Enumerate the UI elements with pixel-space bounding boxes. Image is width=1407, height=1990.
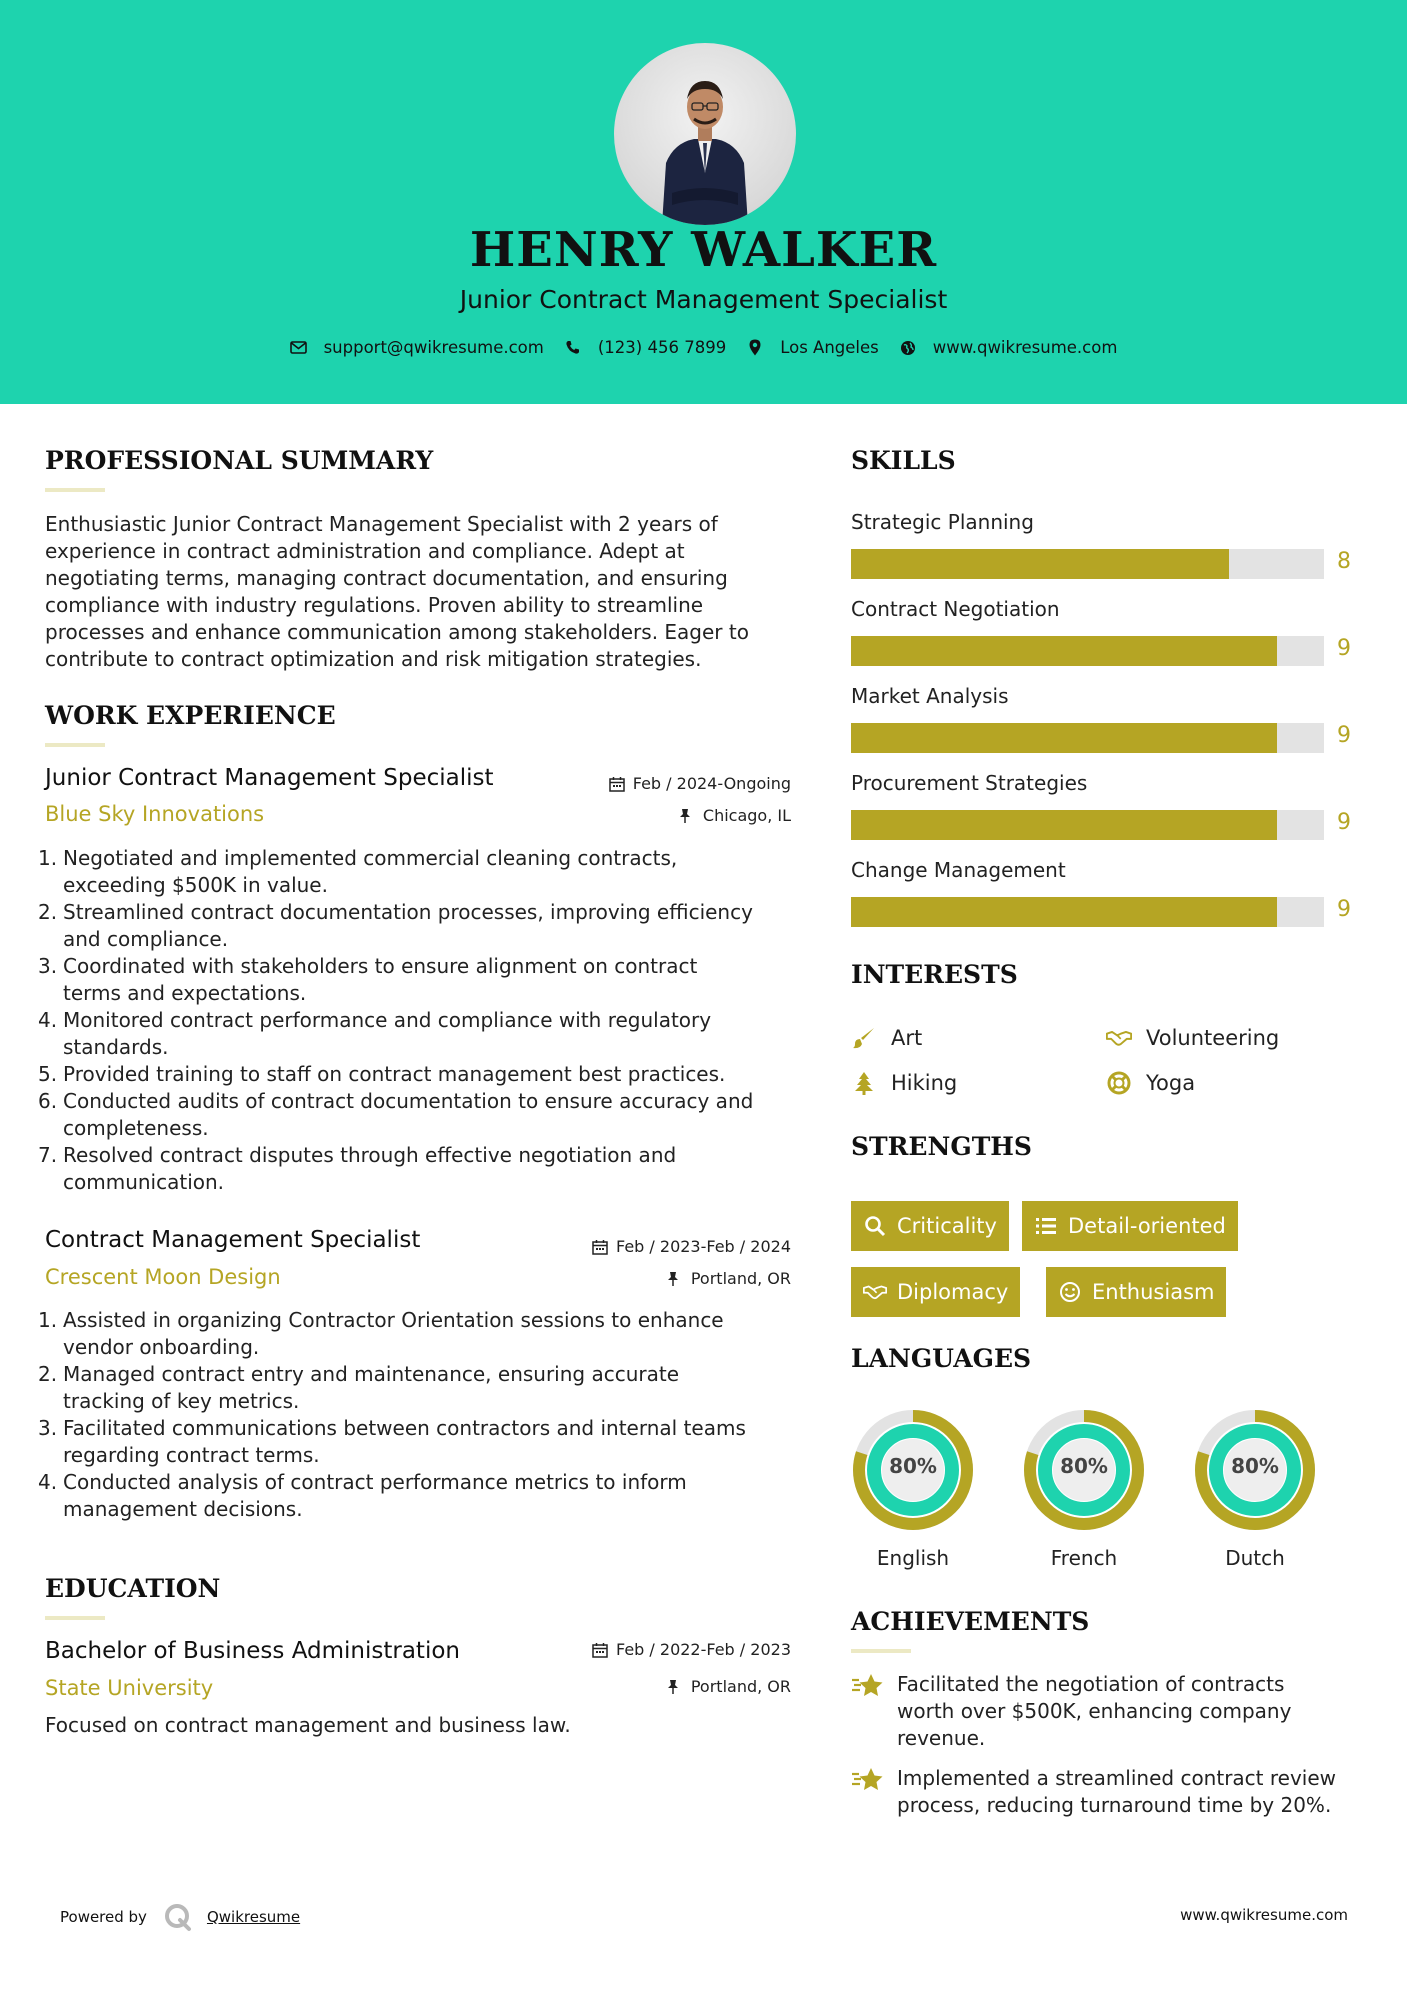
skill-bar-track [851, 723, 1324, 753]
interest-label: Yoga [1146, 1071, 1196, 1095]
job-title: Contract Management Specialist [45, 1227, 421, 1253]
handshake-icon [1106, 1025, 1132, 1051]
strength-label: Enthusiasm [1092, 1280, 1215, 1304]
education-heading: EDUCATION [45, 1574, 221, 1603]
pushpin-icon [667, 1679, 683, 1695]
strength-label: Diplomacy [897, 1280, 1009, 1304]
skill-bar-track [851, 549, 1324, 579]
job-title: Junior Contract Management Specialist [45, 765, 494, 791]
job-location [667, 1269, 791, 1288]
duty-item: 1. Assisted in organizing Contractor Orientation sessions to enhance vendor onboarding. [38, 1308, 724, 1359]
education-dates [592, 1640, 791, 1659]
skill-name: Market Analysis [851, 684, 1009, 708]
pushpin-icon [679, 808, 695, 824]
achievement-text: Implemented a streamlined contract review process, reducing turnaround time by 20%. [897, 1766, 1337, 1817]
interest-label: Art [891, 1026, 923, 1050]
duty-item: 3. Coordinated with stakeholders to ensure alignment on contract terms and expectations. [38, 954, 698, 1005]
summary-rule [45, 488, 105, 492]
strength-chip [851, 1201, 1009, 1251]
skill-level: 9 [1337, 723, 1351, 748]
star-icon [851, 1765, 885, 1799]
skills-heading: SKILLS [851, 446, 956, 475]
candidate-title: Junior Contract Management Specialist [459, 285, 948, 314]
job-location [679, 806, 791, 825]
strength-chip [851, 1267, 1020, 1317]
skill-bar-fill [851, 549, 1229, 579]
skill-bar-fill [851, 810, 1277, 840]
skill-level: 8 [1337, 549, 1351, 574]
skill-level: 9 [1337, 810, 1351, 835]
contact-website[interactable] [899, 338, 1118, 357]
skill-bar-fill [851, 636, 1277, 666]
globe-icon [899, 339, 917, 357]
skill-bar-fill [851, 723, 1277, 753]
map-pin-icon [746, 339, 764, 357]
star-icon [851, 1671, 885, 1705]
education-location-text: Portland, OR [690, 1677, 791, 1696]
school-name: State University [45, 1676, 214, 1700]
strength-chip [1046, 1267, 1226, 1317]
job-duties [38, 1307, 798, 1523]
education-location [667, 1677, 791, 1696]
calendar-icon [592, 1642, 608, 1658]
website-text[interactable]: www.qwikresume.com [932, 338, 1118, 357]
duty-item: 3. Facilitated communications between contractors and internal teams regarding contract terms. [38, 1416, 746, 1467]
skill-bar-fill [851, 897, 1277, 927]
achievement-item [851, 1765, 1371, 1819]
contact-bar [0, 338, 1407, 357]
resume-header [0, 0, 1407, 404]
interest-volunteering [1106, 1025, 1279, 1051]
language-percent: 80% [1060, 1454, 1108, 1478]
skill-bar-track [851, 897, 1324, 927]
summary-line: experience in contract administration and compliance. Adept at [45, 539, 685, 563]
phone-text[interactable]: (123) 456 7899 [597, 338, 727, 357]
strength-label: Criticality [897, 1214, 997, 1238]
smile-icon [1058, 1280, 1082, 1304]
contact-phone[interactable] [564, 338, 726, 357]
duty-item: 7. Resolved contract disputes through effective negotiation and communication. [38, 1143, 677, 1194]
languages-heading: LANGUAGES [851, 1344, 1032, 1373]
skill-bar-track [851, 636, 1324, 666]
job-dates [609, 774, 791, 793]
language-item [1193, 1408, 1317, 1570]
achievements-rule [851, 1649, 911, 1653]
language-percent: 80% [889, 1454, 937, 1478]
contact-location [746, 338, 879, 357]
paintbrush-icon [851, 1025, 877, 1051]
summary-text [45, 511, 805, 673]
interests-heading: INTERESTS [851, 960, 1018, 989]
qwikresume-logo-icon [163, 1902, 193, 1932]
summary-line: negotiating terms, managing contract documentation, and ensuring [45, 566, 728, 590]
job-dates-text: Feb / 2023-Feb / 2024 [616, 1237, 791, 1256]
education-rule [45, 1616, 105, 1620]
profile-photo [614, 43, 796, 225]
contact-email[interactable] [290, 338, 544, 357]
footer-website[interactable]: www.qwikresume.com [1180, 1906, 1348, 1924]
summary-line: Enthusiastic Junior Contract Management Specialist with 2 years of [45, 512, 718, 536]
interest-yoga [1106, 1070, 1195, 1096]
phone-icon [564, 339, 582, 357]
list-icon [1034, 1214, 1058, 1238]
candidate-name: HENRY WALKER [469, 222, 938, 278]
skill-name: Procurement Strategies [851, 771, 1088, 795]
interest-hiking [851, 1070, 957, 1096]
job-dates [592, 1237, 791, 1256]
achievements-heading: ACHIEVEMENTS [851, 1607, 1090, 1636]
language-name: French [1050, 1546, 1118, 1570]
strength-chip [1022, 1201, 1238, 1251]
strength-label: Detail-oriented [1068, 1214, 1226, 1238]
job-duties [38, 845, 798, 1196]
strengths-heading: STRENGTHS [851, 1132, 1032, 1161]
calendar-icon [609, 776, 625, 792]
location-text: Los Angeles [780, 338, 879, 357]
skill-name: Strategic Planning [851, 510, 1034, 534]
interest-label: Hiking [891, 1071, 958, 1095]
degree-title: Bachelor of Business Administration [45, 1638, 460, 1664]
summary-line: processes and enhance communication among stakeholders. Eager to [45, 620, 749, 644]
skill-bar-track [851, 810, 1324, 840]
summary-line: compliance with industry regulations. Proven ability to streamline [45, 593, 704, 617]
duty-item: 6. Conducted audits of contract documentation to ensure accuracy and completeness. [38, 1089, 754, 1140]
experience-heading: WORK EXPERIENCE [45, 701, 336, 730]
search-icon [863, 1214, 887, 1238]
skill-level: 9 [1337, 636, 1351, 661]
job-location-text: Portland, OR [690, 1269, 791, 1288]
summary-line: contribute to contract optimization and risk mitigation strategies. [45, 647, 702, 671]
education-dates-text: Feb / 2022-Feb / 2023 [616, 1640, 791, 1659]
experience-rule [45, 743, 105, 747]
job-company: Crescent Moon Design [45, 1265, 281, 1289]
powered-by-text: Powered by [60, 1908, 147, 1926]
duty-item: 4. Monitored contract performance and compliance with regulatory standards. [38, 1008, 712, 1059]
achievement-text: Facilitated the negotiation of contracts worth over $500K, enhancing company revenue. [897, 1672, 1292, 1750]
pushpin-icon [667, 1271, 683, 1287]
envelope-icon [290, 339, 308, 357]
email-text[interactable]: support@qwikresume.com [323, 338, 544, 357]
skill-name: Contract Negotiation [851, 597, 1060, 621]
lifering-icon [1106, 1070, 1132, 1096]
duty-item: 1. Negotiated and implemented commercial cleaning contracts, exceeding $500K in value. [38, 846, 678, 897]
job-dates-text: Feb / 2024-Ongoing [632, 774, 791, 793]
brand-link[interactable]: Qwikresume [206, 1908, 301, 1926]
duty-item: 4. Conducted analysis of contract performance metrics to inform management decisions. [38, 1470, 687, 1521]
calendar-icon [592, 1239, 608, 1255]
language-name: English [876, 1546, 950, 1570]
footer-powered-by [60, 1902, 300, 1932]
skill-name: Change Management [851, 858, 1066, 882]
interest-label: Volunteering [1146, 1026, 1280, 1050]
interest-art [851, 1025, 922, 1051]
language-percent: 80% [1231, 1454, 1279, 1478]
duty-item: 5. Provided training to staff on contract management best practices. [38, 1062, 726, 1086]
education-description: Focused on contract management and business law. [45, 1713, 571, 1737]
summary-heading: PROFESSIONAL SUMMARY [45, 446, 434, 475]
tree-icon [851, 1070, 877, 1096]
achievement-item [851, 1671, 1371, 1752]
duty-item: 2. Streamlined contract documentation processes, improving efficiency and compliance. [38, 900, 753, 951]
handshake-icon [863, 1280, 887, 1304]
duty-item: 2. Managed contract entry and maintenance, ensuring accurate tracking of key metrics. [38, 1362, 680, 1413]
language-item [851, 1408, 975, 1570]
job-location-text: Chicago, IL [702, 806, 791, 825]
job-company: Blue Sky Innovations [45, 802, 265, 826]
skill-level: 9 [1337, 897, 1351, 922]
language-item [1022, 1408, 1146, 1570]
language-name: Dutch [1225, 1546, 1285, 1570]
